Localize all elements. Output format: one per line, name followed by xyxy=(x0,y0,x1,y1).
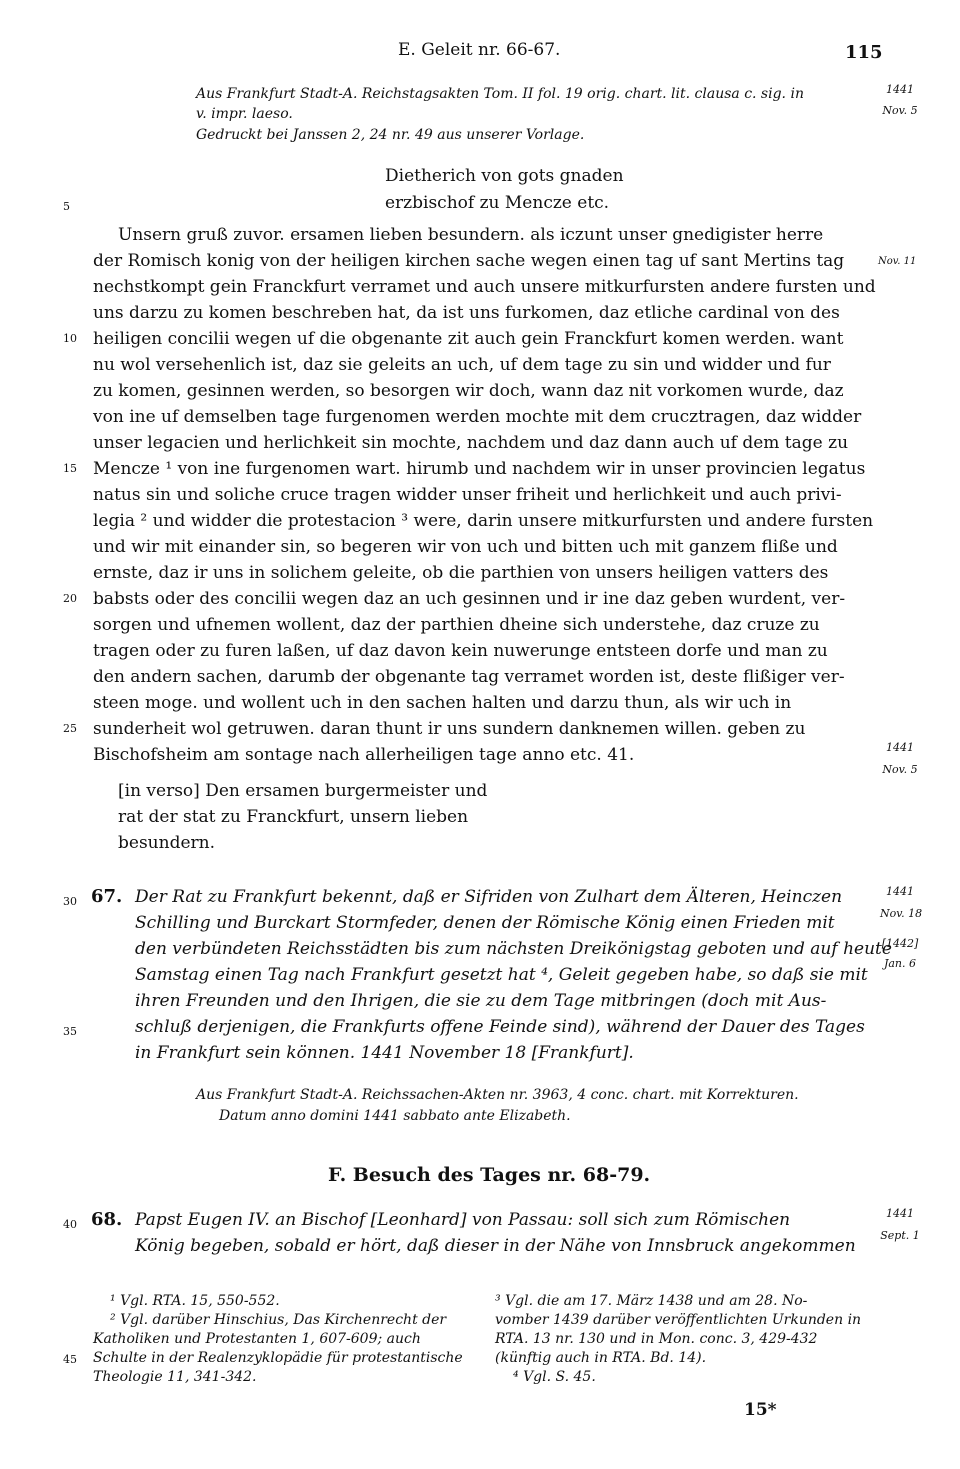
line-number: 15 xyxy=(63,462,77,475)
regest-line: Der Rat zu Frankfurt bekennt, daß er Sifriden von Zulhart dem Älteren, Heinczen xyxy=(135,887,843,907)
footnote-line: ³ Vgl. die am 17. März 1438 und am 28. No- xyxy=(495,1293,808,1309)
source-note-66-line-2: v. impr. laeso. xyxy=(196,106,293,122)
footnote-line: ¹ Vgl. RTA. 15, 550-552. xyxy=(110,1293,280,1309)
body-line: heiligen concilii wegen uf die obgenante zit auch gein Franckfurt komen werden. want xyxy=(93,329,844,349)
body-line: uns darzu zu komen beschreben hat, da ist uns furkomen, daz etliche cardinal von des xyxy=(93,303,840,323)
document-number-67: 67. xyxy=(91,886,123,907)
source-note-66-line-3: Gedruckt bei Janssen 2, 24 nr. 49 aus unserer Vorlage. xyxy=(196,127,585,143)
margin-date-year: 1441 xyxy=(886,1207,914,1220)
body-line: ernste, daz ir uns in solichem geleite, ob die parthien von unsers heiligen vatters des xyxy=(93,563,829,583)
body-line: nechstkompt gein Franckfurt verramet und auch unsere mitkurfursten andere fursten und xyxy=(93,277,876,297)
line-number: 25 xyxy=(63,722,77,735)
regest-line: den verbündeten Reichsstädten bis zum nächsten Dreikönigstag geboten und auf heute xyxy=(135,939,892,959)
body-line: Mencze ¹ von ine furgenomen wart. hirumb und nachdem wir in unser provincien legatus xyxy=(93,459,866,479)
regest-line: schluß derjenigen, die Frankfurts offene Feinde sind), während der Dauer des Tages xyxy=(135,1017,865,1037)
regest-line: Samstag einen Tag nach Frankfurt gesetzt hat ⁴, Geleit gegeben habe, so daß sie mit xyxy=(135,965,868,985)
footnote-line: ⁴ Vgl. S. 45. xyxy=(513,1369,596,1385)
footnote-line: RTA. 13 nr. 130 und in Mon. conc. 3, 429-432 xyxy=(495,1331,818,1347)
document-number-68: 68. xyxy=(91,1209,123,1230)
footnote-line: ² Vgl. darüber Hinschius, Das Kirchenrecht der xyxy=(110,1312,447,1328)
source-note-67-line-2: Datum anno domini 1441 sabbato ante Elizabeth. xyxy=(219,1108,571,1124)
body-line: tragen oder zu furen laßen, uf daz davon kein nuwerunge entsteen dorfe und man zu xyxy=(93,641,828,661)
body-line: natus sin und soliche cruce tragen widder unser friheit und herlichkeit und auch privi- xyxy=(93,485,842,505)
footnote-line: (künftig auch in RTA. Bd. 14). xyxy=(495,1350,707,1366)
line-number: 30 xyxy=(63,895,77,908)
margin-date: Nov. 11 xyxy=(878,256,917,267)
page-number: 115 xyxy=(845,42,883,63)
body-line: unser legacien und herlichkeit sin mochte, nachdem und daz dann auch uf dem tage zu xyxy=(93,433,849,453)
body-line: den andern sachen, darumb der obgenante tag verramet worden ist, deste flißiger ver- xyxy=(93,667,845,687)
line-number: 35 xyxy=(63,1025,77,1038)
body-line: legia ² und widder die protestacion ³ were, darin unsere mitkurfursten und andere fursten xyxy=(93,511,874,531)
line-number: 10 xyxy=(63,332,77,345)
line-number: 5 xyxy=(63,200,70,213)
margin-date-year: 1441 xyxy=(886,83,914,96)
sender-line-1: Dietherich von gots gnaden xyxy=(385,166,624,186)
running-title: E. Geleit nr. 66-67. xyxy=(398,40,561,60)
regest-line: Papst Eugen IV. an Bischof [Leonhard] von Passau: soll sich zum Römischen xyxy=(135,1210,791,1230)
line-number: 40 xyxy=(63,1218,77,1231)
regest-line: in Frankfurt sein können. 1441 November 18 [Frankfurt]. xyxy=(135,1043,634,1063)
body-line: von ine uf demselben tage furgenomen werden mochte mit dem crucztragen, daz widder xyxy=(93,407,862,427)
margin-date-day: Nov. 18 xyxy=(880,907,923,920)
sender-line-2: erzbischof zu Mencze etc. xyxy=(385,193,610,213)
regest-line: König begeben, sobald er hört, daß dieser in der Nähe von Innsbruck angekommen xyxy=(135,1236,856,1256)
margin-date-year: 1441 xyxy=(886,885,914,898)
footnote-line: Theologie 11, 341-342. xyxy=(93,1369,257,1385)
body-line: babsts oder des concilii wegen daz an uch gesinnen und ir ine daz geben wurdent, ver- xyxy=(93,589,846,609)
body-line: Unsern gruß zuvor. ersamen lieben besundern. als iczunt unser gnedigister herre xyxy=(118,225,824,245)
margin-date-day: Nov. 5 xyxy=(882,104,918,117)
source-note-67-line-1: Aus Frankfurt Stadt-A. Reichssachen-Akten nr. 3963, 4 conc. chart. mit Korrekturen. xyxy=(196,1087,799,1103)
verso-line-3: besundern. xyxy=(118,833,215,853)
margin-date-day: Nov. 5 xyxy=(882,763,918,776)
regest-line: ihren Freunden und den Ihrigen, die sie zu dem Tage mitbringen (doch mit Aus- xyxy=(135,991,827,1011)
body-line: zu komen, gesinnen werden, so besorgen wir doch, wann daz nit vorkomen wurde, daz xyxy=(93,381,844,401)
footnote-line: vomber 1439 darüber veröffentlichten Urkunden in xyxy=(495,1312,862,1328)
body-line: und wir mit einander sin, so begeren wir von uch und bitten uch mit ganzem fliße und xyxy=(93,537,838,557)
margin-date-day: Sept. 1 xyxy=(880,1229,920,1242)
margin-date-day: Jan. 6 xyxy=(883,957,917,970)
line-number: 20 xyxy=(63,592,77,605)
verso-line-1: [in verso] Den ersamen burgermeister und xyxy=(118,781,488,801)
body-line: Bischofsheim am sontage nach allerheiligen tage anno etc. 41. xyxy=(93,745,635,765)
body-line: sunderheit wol getruwen. daran thunt ir uns sundern danknemen willen. geben zu xyxy=(93,719,806,739)
body-line: nu wol versehenlich ist, daz sie geleits an uch, uf dem tage zu sin und widder und fur xyxy=(93,355,831,375)
source-note-66-line-1: Aus Frankfurt Stadt-A. Reichstagsakten Tom. II fol. 19 orig. chart. lit. clausa c. sig. in xyxy=(196,86,804,102)
section-heading: F. Besuch des Tages nr. 68-79. xyxy=(328,1164,651,1186)
verso-line-2: rat der stat zu Franckfurt, unsern lieben xyxy=(118,807,469,827)
signature-mark: 15* xyxy=(744,1400,777,1420)
footnote-line: Katholiken und Protestanten 1, 607-609; auch xyxy=(93,1331,421,1347)
footnote-line: Schulte in der Realenzyklopädie für protestantische xyxy=(93,1350,463,1366)
margin-date-year: [1442] xyxy=(881,937,919,950)
body-line: steen moge. und wollent uch in den sachen halten und darzu thun, als wir uch in xyxy=(93,693,792,713)
regest-line: Schilling und Burckart Stormfeder, denen der Römische König einen Frieden mit xyxy=(135,913,835,933)
body-line: der Romisch konig von der heiligen kirchen sache wegen einen tag uf sant Mertins tag xyxy=(93,251,845,271)
line-number: 45 xyxy=(63,1353,77,1366)
body-line: sorgen und ufnemen wollent, daz der parthien dheine sich understehe, daz cruze zu xyxy=(93,615,820,635)
margin-date-year: 1441 xyxy=(886,741,914,754)
